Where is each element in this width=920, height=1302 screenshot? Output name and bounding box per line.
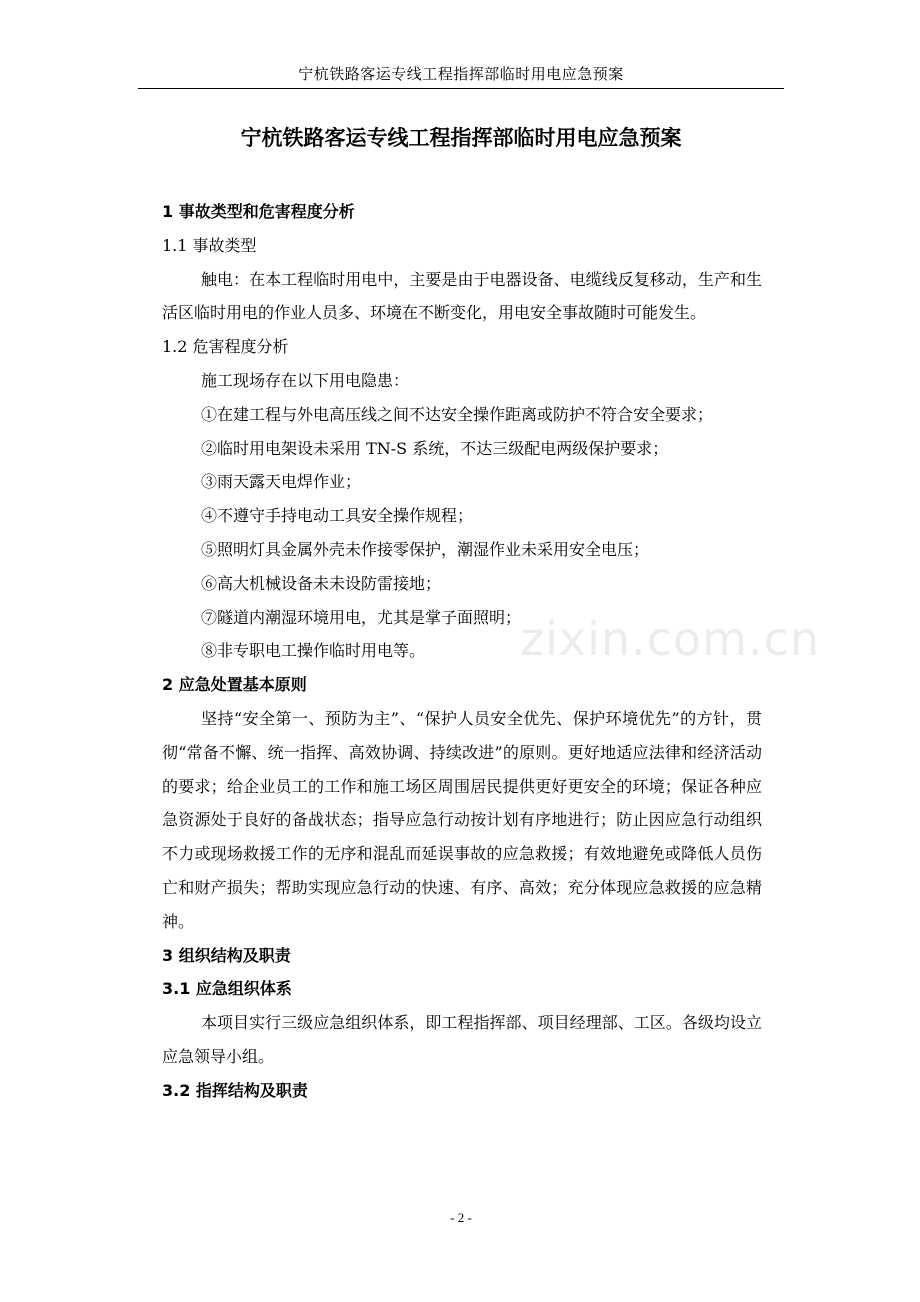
hazard-item: ⑧非专职电工操作临时用电等。 — [201, 641, 426, 661]
section-1-1-heading: 1.1 事故类型 — [162, 235, 257, 255]
hazard-item: ⑦隧道内潮湿环境用电，尤其是掌子面照明； — [201, 607, 522, 627]
hazard-item: ①在建工程与外电高压线之间不达安全操作距离或防护不符合安全要求； — [201, 404, 714, 424]
section-1-2-heading: 1.2 危害程度分析 — [162, 337, 289, 357]
section-1-2-intro: 施工现场存在以下用电隐患： — [201, 370, 410, 390]
section-3-1-heading: 3.1 应急组织体系 — [162, 979, 292, 999]
section-2-heading: 2 应急处置基本原则 — [162, 675, 307, 695]
section-2-paragraph: 坚持“安全第一、预防为主”、“保护人员安全优先、保护环境优先”的方针，贯彻“常备不懈、统一指挥、高效协调、持续改进”的原则。更好地适应法律和经济活动的要求；给企业员工的工作和施工场区周围居民提供更好更安全的环境；保证各种应急资源处于良好的备战状态；指导应急行动按计划有序地进行；防止因应急行动组织不力或现场救援工作的无序和混乱而延误事故的应急救援；有效地避免或降低人员伤亡和财产损失；帮助实现应急行动的快速、有序、高效；充分体现应急救援的应急精神。 — [162, 708, 762, 931]
section-3-heading: 3 组织结构及职责 — [162, 945, 291, 965]
section-1-heading: 1 事故类型和危害程度分析 — [162, 202, 355, 221]
document-title: 宁杭铁路客运专线工程指挥部临时用电应急预案 — [240, 126, 682, 150]
hazard-item: ③雨天露天电焊作业； — [201, 472, 362, 492]
hazard-item: ⑥高大机械设备未未设防雷接地； — [201, 573, 442, 593]
hazard-item: ⑤照明灯具金属外壳未作接零保护，潮湿作业未采用安全电压； — [201, 539, 650, 559]
section-1-1-paragraph: 触电：在本工程临时用电中，主要是由于电器设备、电缆线反复移动，生产和生活区临时用电的作业人员多、环境在不断变化，用电安全事故随时可能发生。 — [162, 269, 762, 323]
page-number: - 2 - — [450, 1210, 472, 1225]
document-body — [162, 195, 762, 1108]
hazard-item: ④不遵守手持电动工具安全操作规程； — [201, 506, 474, 526]
hazard-item: ②临时用电架设未采用 TN-S 系统，不达三级配电两级保护要求； — [201, 438, 669, 458]
section-3-2-heading: 3.2 指挥结构及职责 — [162, 1080, 308, 1100]
section-3-1-paragraph: 本项目实行三级应急组织体系，即工程指挥部、项目经理部、工区。各级均设立应急领导小组。 — [162, 1013, 762, 1066]
watermark: zixin.com.cn — [520, 612, 821, 666]
header-divider — [138, 88, 784, 89]
running-header: 宁杭铁路客运专线工程指挥部临时用电应急预案 — [298, 65, 624, 83]
